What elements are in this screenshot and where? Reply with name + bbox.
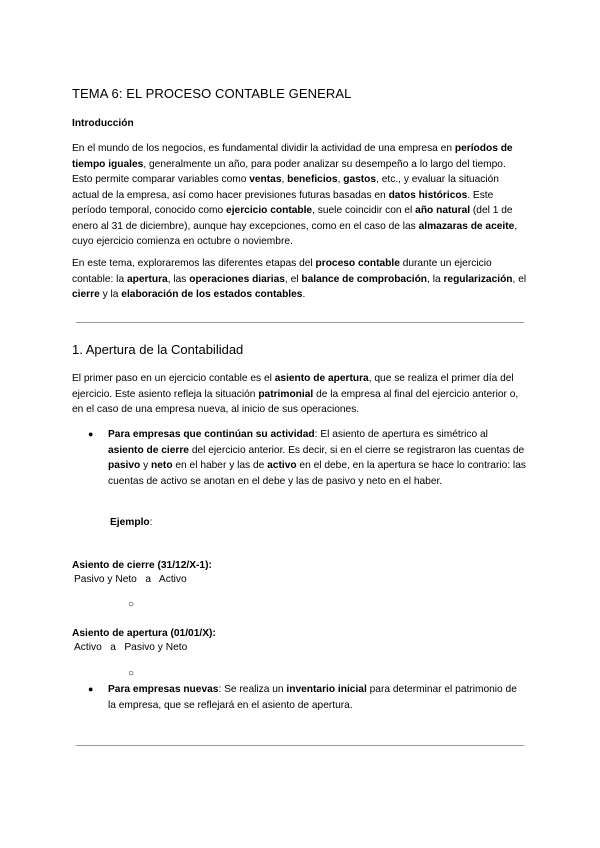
closing-entry: Pasivo y Neto a Activo xyxy=(74,574,187,585)
section-1-paragraph xyxy=(72,371,528,418)
circle-bullet-icon: ○ xyxy=(128,599,135,610)
text-run: , las xyxy=(167,273,190,285)
horizontal-divider xyxy=(76,745,524,746)
text-run: : El asiento de apertura es simétrico al xyxy=(314,429,488,440)
bullet-list xyxy=(86,427,526,489)
bold-text: beneficios xyxy=(287,174,338,185)
list-item xyxy=(86,682,526,713)
example-colon: : xyxy=(149,517,153,528)
section-1-heading: 1. Apertura de la Contabilidad xyxy=(72,342,244,357)
intro-paragraph-2 xyxy=(72,256,528,303)
text-run: para determinar el patrimonio de la empresa, que se reflejará en el asiento de apertura. xyxy=(108,684,517,711)
bold-text: activo xyxy=(267,460,297,471)
bullet-text xyxy=(108,429,526,487)
document-title: TEMA 6: EL PROCESO CONTABLE GENERAL xyxy=(72,86,352,101)
text-run: , el xyxy=(512,273,527,285)
bold-text: elaboración de los estados contables xyxy=(121,289,303,300)
text-run: en el haber y las de xyxy=(172,460,268,471)
text-run: y xyxy=(140,460,152,471)
bold-text: gastos xyxy=(343,174,377,185)
horizontal-divider xyxy=(76,322,524,323)
bold-text: Para empresas nuevas xyxy=(108,684,219,695)
text-run: , cuyo ejercicio comienza en octubre o noviembre. xyxy=(72,220,518,247)
text-run: , etc., y evaluar la situación actual de la empresa, así como hacer previsiones futuras basadas en xyxy=(72,174,499,201)
bold-text: ejercicio contable xyxy=(226,205,313,216)
bold-text: neto xyxy=(151,460,173,471)
bullet-list xyxy=(86,682,526,713)
bold-text: apertura xyxy=(126,273,168,285)
bullet-icon: ● xyxy=(88,429,94,439)
text-run: y la xyxy=(99,289,122,300)
intro-paragraph-1 xyxy=(72,141,528,250)
bold-text: balance de comprobación xyxy=(301,273,428,285)
bold-text: Para empresas que continúan su actividad xyxy=(108,429,315,440)
bold-text: proceso contable xyxy=(315,258,400,269)
bold-text: asiento de cierre xyxy=(108,444,189,456)
intro-heading: Introducción xyxy=(72,118,134,129)
bullet-icon: ● xyxy=(88,684,94,694)
bold-text: regularización xyxy=(443,273,513,285)
text-run: , que se realiza el primer día del ejercicio. Este asiento refleja la situación xyxy=(72,373,514,400)
text-run: , el xyxy=(284,273,302,285)
opening-entry-label-text: Asiento de apertura (01/01/X) xyxy=(72,628,213,639)
text-run: , xyxy=(281,174,288,185)
bold-text: almazaras de aceite xyxy=(418,220,515,232)
bold-text: pasivo xyxy=(108,460,141,471)
bold-text: períodos de tiempo iguales xyxy=(72,143,513,170)
closing-entry-label-text: Asiento de cierre (31/12/X-1) xyxy=(72,560,209,571)
bold-text: año natural xyxy=(415,205,471,216)
circle-bullet-icon: ○ xyxy=(128,668,135,679)
bold-text: asiento de apertura xyxy=(274,373,369,384)
bold-text: datos históricos xyxy=(388,189,468,201)
text-run: (del 1 de enero al 31 de diciembre), aunque hay excepciones, como en el caso de las xyxy=(72,205,513,232)
text-run: en el debe, en la apertura se hace lo contrario: las cuentas de activo se anotan en el debe y las de pasivo y neto en el haber. xyxy=(108,460,526,487)
text-run: del ejercicio anterior. Es decir, si en el cierre se registraron las cuentas de xyxy=(188,444,525,456)
example-label-text: Ejemplo xyxy=(110,517,150,528)
text-run: : Se realiza un xyxy=(218,684,287,695)
text-run: . xyxy=(302,289,306,300)
bullet-text xyxy=(108,684,517,711)
text-run: , generalmente un año, para poder analizar su desempeño a lo largo del tiempo. Esto permite comparar variables como xyxy=(72,158,506,185)
example-label xyxy=(110,515,152,531)
opening-entry: Activo a Pasivo y Neto xyxy=(74,642,188,653)
text-run: . Este período temporal, conocido como xyxy=(72,189,494,216)
text-run: , la xyxy=(427,273,444,285)
bold-text: operaciones diarias xyxy=(189,273,285,285)
bold-text: cierre xyxy=(72,289,100,300)
bold-text: ventas xyxy=(249,174,282,185)
bold-text: inventario inicial xyxy=(286,684,367,695)
list-item xyxy=(86,427,526,489)
text-run: durante un ejercicio contable: la xyxy=(72,258,492,285)
closing-entry-colon: : xyxy=(208,560,212,571)
bold-text: patrimonial xyxy=(258,388,314,400)
opening-entry-colon: : xyxy=(212,628,216,639)
text-run: de la empresa al final del ejercicio anterior o, en el caso de una empresa nueva, al inicio de sus operaciones. xyxy=(72,388,519,415)
text-run: , suele coincidir con el xyxy=(312,205,416,216)
text-run: El primer paso en un ejercicio contable es el xyxy=(72,373,275,384)
text-run: , xyxy=(337,174,344,185)
text-run: En el mundo de los negocios, es fundamental dividir la actividad de una empresa en xyxy=(72,143,455,154)
text-run: En este tema, exploraremos las diferentes etapas del xyxy=(72,258,316,269)
